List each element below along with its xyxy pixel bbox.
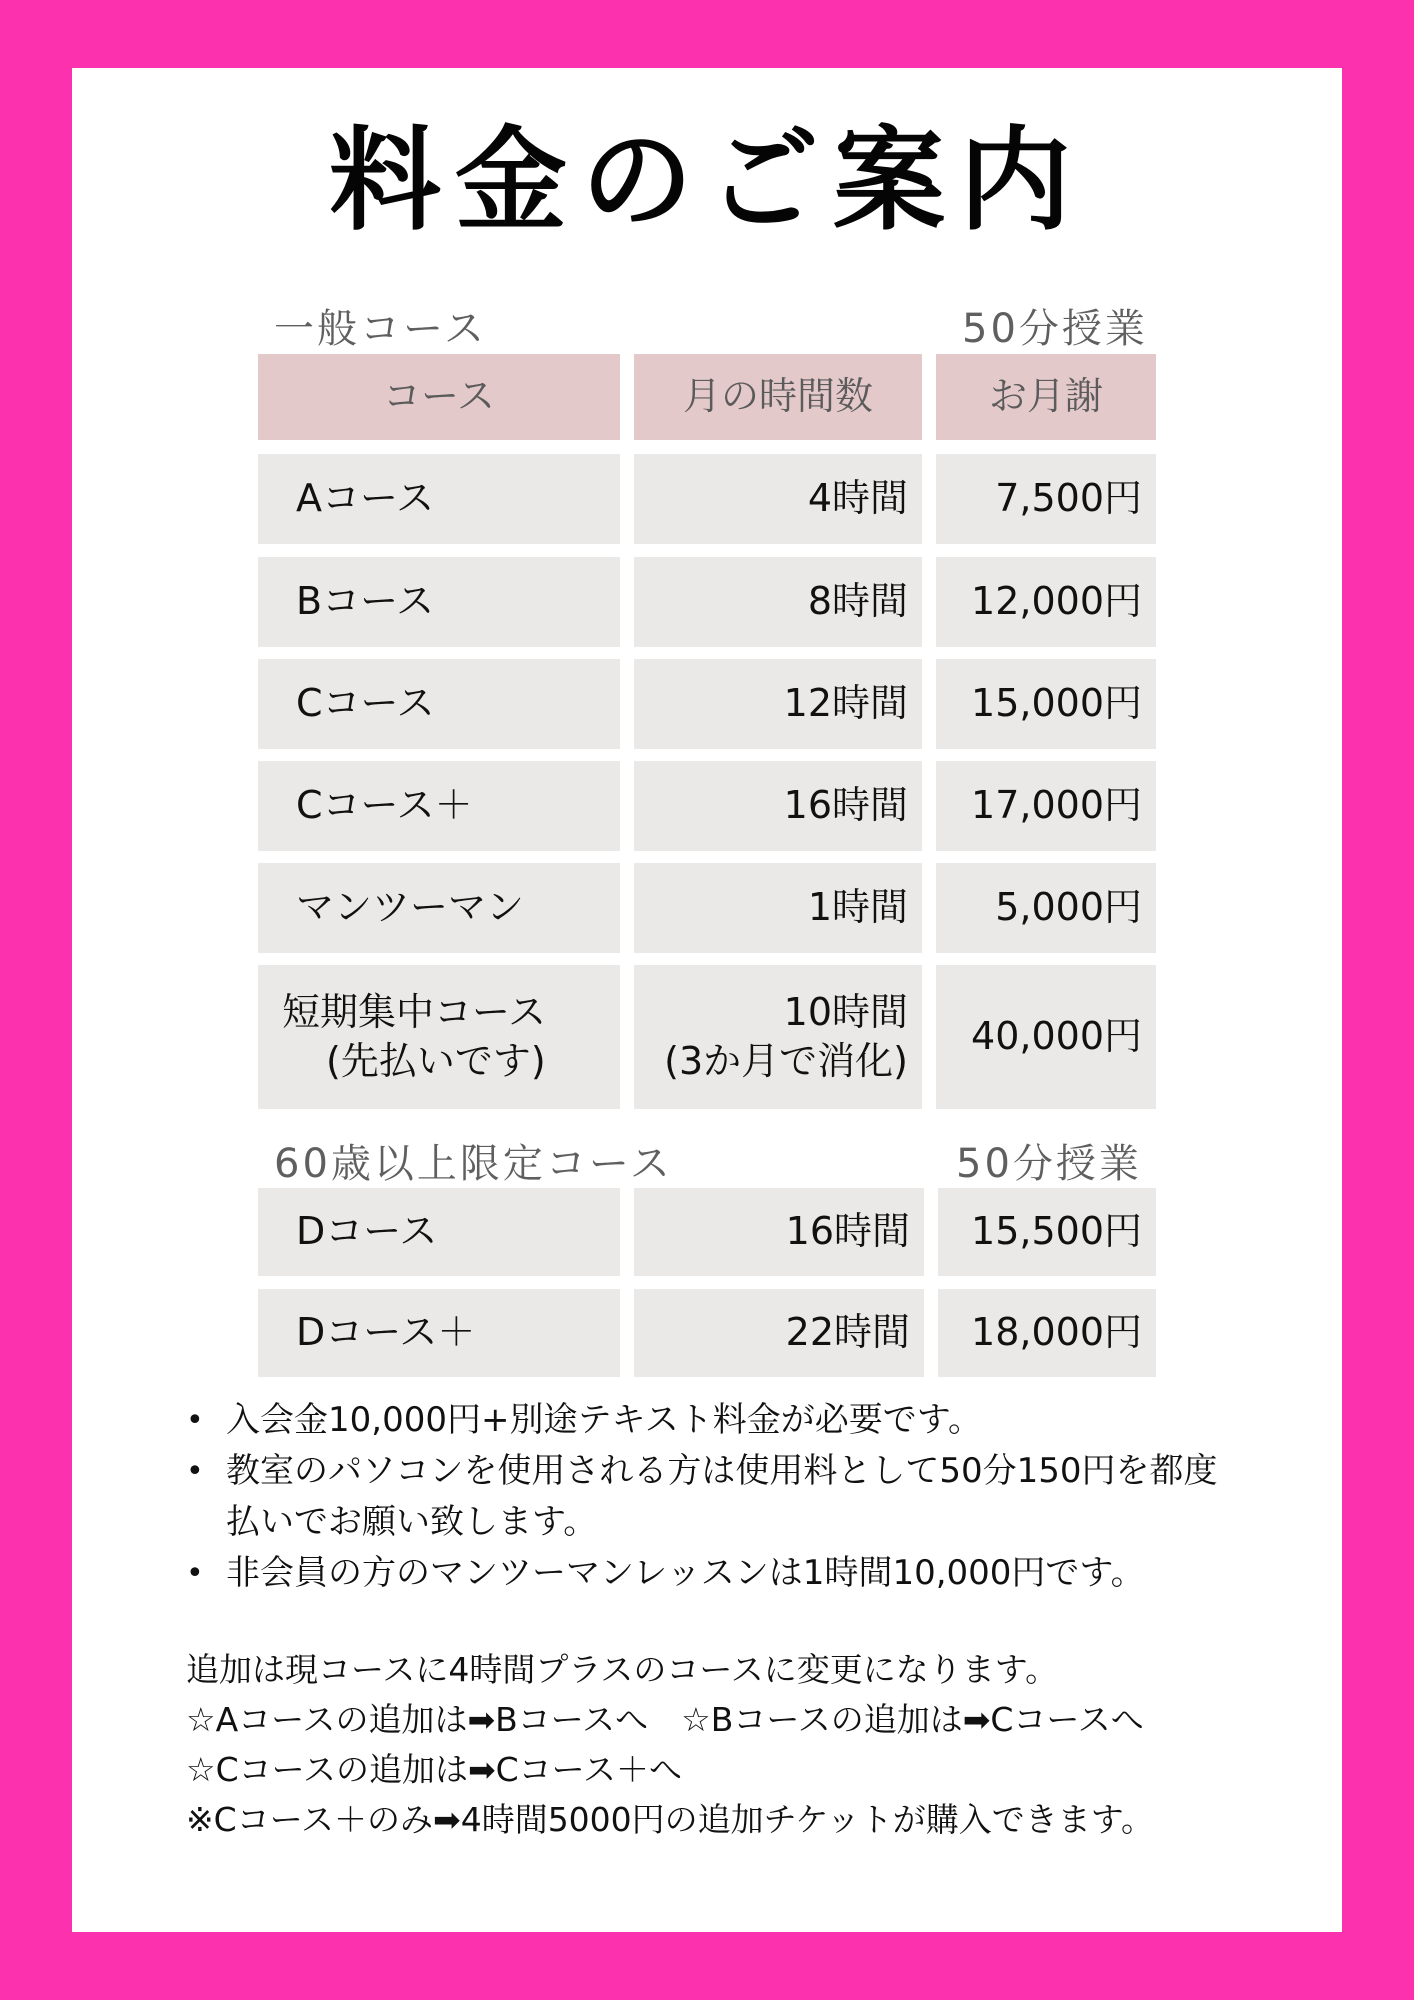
table-row-hours: 16時間: [634, 761, 922, 851]
note-text: 非会員の方のマンツーマンレッスンは1時間10,000円です。: [226, 1553, 1145, 1593]
table-row-course: Cコース: [258, 659, 620, 749]
header-course: コース: [258, 354, 620, 440]
table-row-course: Dコース: [258, 1188, 620, 1276]
note-text: 入会金10,000円+別途テキスト料金が必要です。: [226, 1400, 983, 1440]
table-row-course: Bコース: [258, 557, 620, 647]
table-row-hours: 1時間: [634, 863, 922, 953]
table-row-fee: 17,000円: [936, 761, 1156, 851]
table-row-hours: 12時間: [634, 659, 922, 749]
list-item: [186, 1548, 1226, 1599]
general-course-label: 一般コース: [274, 306, 487, 352]
table-row-fee: 5,000円: [936, 863, 1156, 953]
table-row-fee: 15,500円: [938, 1188, 1156, 1276]
table-row-fee: 7,500円: [936, 454, 1156, 544]
table-row-course: Aコース: [258, 454, 620, 544]
page-title: 料金のご案内: [329, 116, 1085, 246]
table-row-hours: 8時間: [634, 557, 922, 647]
senior-course-label: 60歳以上限定コース: [274, 1141, 673, 1187]
bullet-icon: •: [186, 1454, 204, 1489]
header-hours: 月の時間数: [634, 354, 922, 440]
intensive-fee: 40,000円: [936, 965, 1156, 1109]
intensive-hours: 10時間: [783, 989, 908, 1034]
addition-line: ☆Cコースの追加は➡Cコース＋へ: [186, 1750, 683, 1789]
table-row-course: マンツーマン: [258, 863, 620, 953]
notes-list: [186, 1395, 1226, 1599]
header-fee: お月謝: [936, 354, 1156, 440]
senior-duration-label: 50分授業: [956, 1141, 1142, 1187]
addition-info: [186, 1645, 1154, 1845]
intensive-course-cell: [258, 965, 620, 1109]
intensive-course-name: 短期集中コース: [282, 989, 547, 1034]
general-duration-label: 50分授業: [962, 306, 1148, 352]
table-row-hours: 22時間: [634, 1289, 924, 1377]
note-text: 教室のパソコンを使用される方は使用料として50分150円を都度払いでお願い致します。: [226, 1451, 1218, 1542]
table-row-hours: 4時間: [634, 454, 922, 544]
list-item: [186, 1395, 1226, 1446]
addition-line: 追加は現コースに4時間プラスのコースに変更になります。: [186, 1650, 1059, 1689]
addition-line: ※Cコース＋のみ➡4時間5000円の追加チケットが購入できます。: [186, 1800, 1155, 1839]
table-row-hours: 16時間: [634, 1188, 924, 1276]
table-row-course: Dコース＋: [258, 1289, 620, 1377]
table-row-course: Cコース＋: [258, 761, 620, 851]
intensive-hours-cell: [634, 965, 922, 1109]
bullet-icon: •: [186, 1556, 204, 1591]
intensive-hours-note: (3か月で消化): [664, 1039, 908, 1083]
table-row-fee: 18,000円: [938, 1289, 1156, 1377]
bullet-icon: •: [186, 1403, 204, 1438]
table-row-fee: 12,000円: [936, 557, 1156, 647]
addition-line: ☆Aコースの追加は➡Bコースへ ☆Bコースの追加は➡Cコースへ: [186, 1700, 1144, 1739]
intensive-course-note: (先払いです): [326, 1039, 546, 1083]
list-item: [186, 1446, 1226, 1548]
table-row-fee: 15,000円: [936, 659, 1156, 749]
